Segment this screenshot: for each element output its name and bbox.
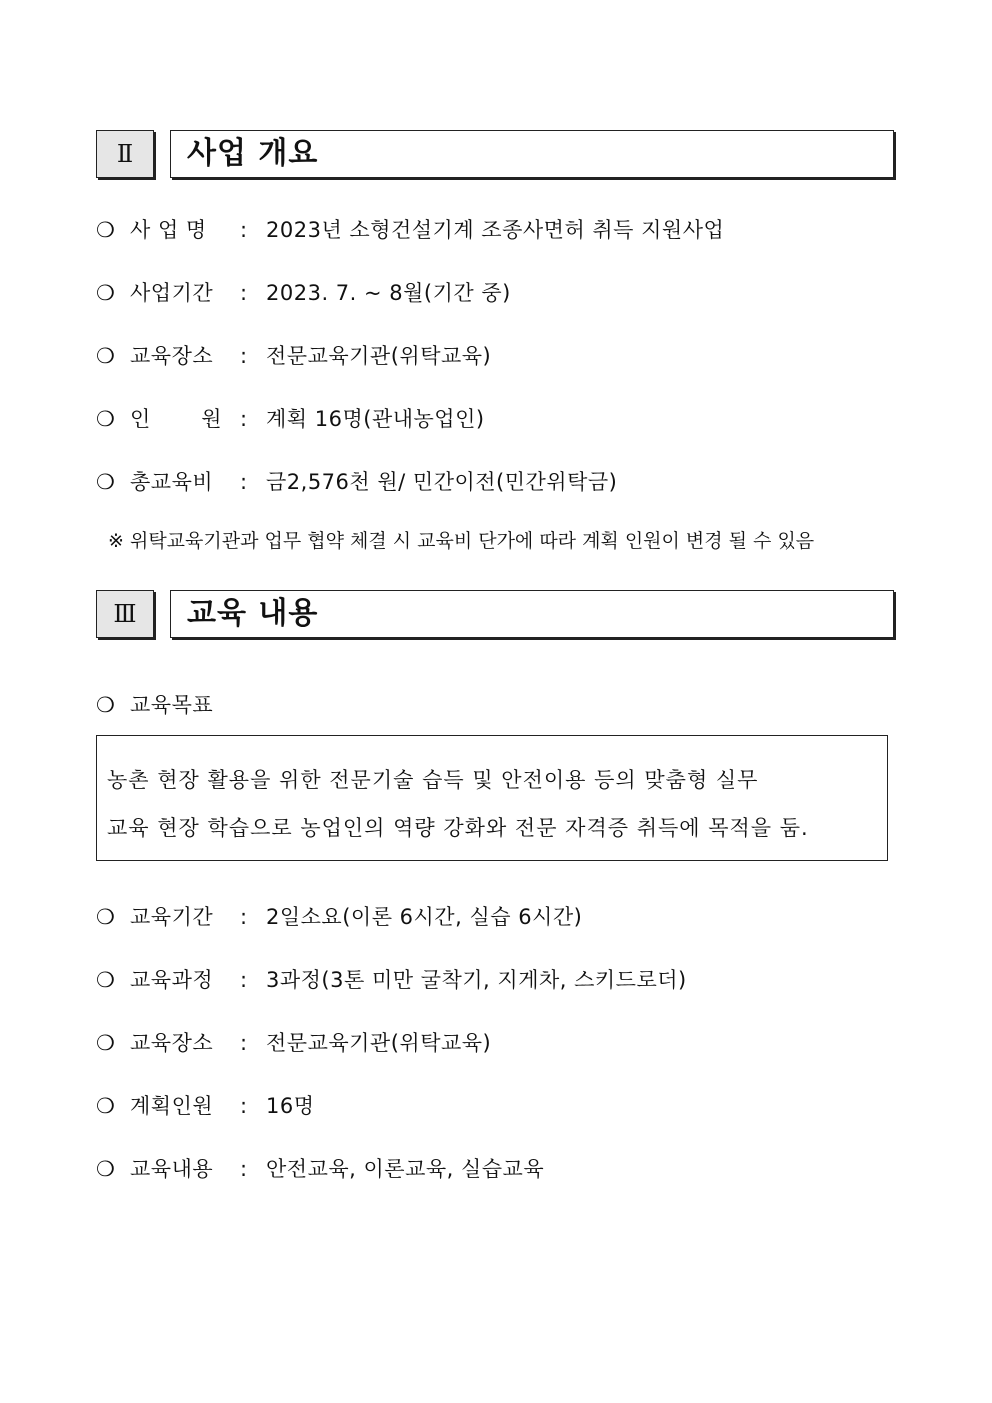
circle-bullet-icon: ❍ [96, 693, 116, 717]
circle-bullet-icon: ❍ [96, 905, 116, 929]
item-value: 금2,576천 원/ 민간이전(민간위탁금) [266, 470, 618, 494]
item-label: 교육목표 [130, 693, 214, 717]
section-header-overview [96, 130, 896, 180]
section-header-content [96, 590, 896, 640]
overview-item-business-name [96, 214, 724, 244]
goal-box [96, 735, 888, 861]
item-value: 3과정(3톤 미만 굴착기, 지게차, 스키드로더) [266, 968, 687, 992]
circle-bullet-icon: ❍ [96, 344, 116, 368]
item-value: 안전교육, 이론교육, 실습교육 [266, 1157, 545, 1181]
circle-bullet-icon: ❍ [96, 1031, 116, 1055]
content-item-duration [96, 901, 582, 931]
circle-bullet-icon: ❍ [96, 1157, 116, 1181]
section-title: 교육 내용 [170, 590, 894, 638]
item-label-part: 원 [201, 407, 222, 431]
circle-bullet-icon: ❍ [96, 1094, 116, 1118]
circle-bullet-icon: ❍ [96, 407, 116, 431]
item-label: 교육기간 [130, 905, 214, 929]
circle-bullet-icon: ❍ [96, 281, 116, 305]
item-value: 2일소요(이론 6시간, 실습 6시간) [266, 905, 583, 929]
item-label-part: 인 [130, 407, 151, 431]
circle-bullet-icon: ❍ [96, 218, 116, 242]
overview-item-budget [96, 466, 617, 496]
circle-bullet-icon: ❍ [96, 968, 116, 992]
content-item-headcount [96, 1090, 315, 1120]
overview-item-location [96, 340, 491, 370]
item-colon: : [240, 218, 248, 242]
goal-line: 교육 현장 학습으로 농업인의 역량 강화와 전문 자격증 취득에 목적을 둠. [107, 816, 809, 840]
item-label: 교육과정 [130, 968, 214, 992]
overview-item-headcount [96, 403, 485, 433]
item-value: 전문교육기관(위탁교육) [266, 344, 492, 368]
content-item-subjects [96, 1153, 544, 1183]
item-label: 교육장소 [130, 344, 214, 368]
item-label: 총교육비 [130, 470, 214, 494]
item-colon: : [240, 281, 248, 305]
item-label: 사 업 명 [130, 218, 207, 242]
content-item-courses [96, 964, 687, 994]
circle-bullet-icon: ❍ [96, 470, 116, 494]
overview-item-period [96, 277, 511, 307]
item-label: 계획인원 [130, 1094, 214, 1118]
item-value: 전문교육기관(위탁교육) [266, 1031, 492, 1055]
item-colon: : [240, 968, 248, 992]
item-colon: : [240, 344, 248, 368]
item-value: 계획 16명(관내농업인) [266, 407, 485, 431]
item-label: 교육장소 [130, 1031, 214, 1055]
section-title: 사업 개요 [170, 130, 894, 178]
item-colon: : [240, 1031, 248, 1055]
item-value: 2023. 7. ~ 8월(기간 중) [266, 281, 511, 305]
item-colon: : [240, 1094, 248, 1118]
goal-line: 농촌 현장 활용을 위한 전문기술 습득 및 안전이용 등의 맞춤형 실무 [107, 768, 759, 792]
section-number: Ⅲ [96, 590, 154, 638]
item-colon: : [240, 905, 248, 929]
overview-note: ※ 위탁교육기관과 업무 협약 체결 시 교육비 단가에 따라 계획 인원이 변경 될 수 있음 [108, 530, 815, 552]
item-label [130, 403, 222, 433]
section-number: Ⅱ [96, 130, 154, 178]
item-value: 2023년 소형건설기계 조종사면허 취득 지원사업 [266, 218, 725, 242]
item-colon: : [240, 1157, 248, 1181]
content-item-location [96, 1027, 491, 1057]
item-colon: : [240, 407, 248, 431]
content-item-goal [96, 689, 213, 719]
item-value: 16명 [266, 1094, 315, 1118]
item-colon: : [240, 470, 248, 494]
item-label: 교육내용 [130, 1157, 214, 1181]
item-label: 사업기간 [130, 281, 214, 305]
